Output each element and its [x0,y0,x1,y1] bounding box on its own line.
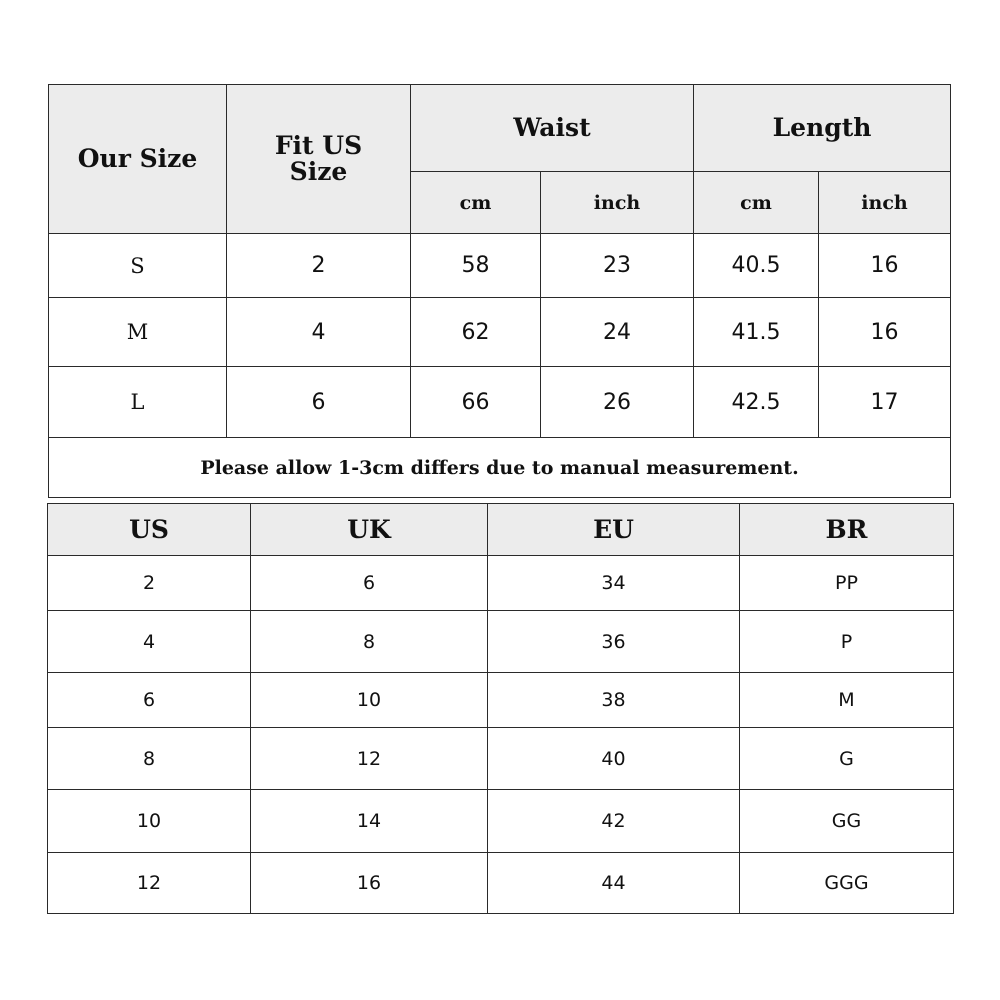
br-cell: G [740,728,954,790]
table-row [49,298,951,367]
conversion-table [47,503,954,914]
size-table [48,84,951,498]
waist-cm-cell: 62 [411,298,541,367]
table-row [48,790,954,853]
fit-us-size-cell: 6 [227,367,411,438]
waist-inch-cell: 23 [541,234,694,298]
uk-cell: 14 [251,790,488,853]
header-our-size: Our Size [49,85,227,234]
header-waist-inch: inch [541,172,694,234]
table-row [48,611,954,673]
br-cell: PP [740,556,954,611]
fit-us-size-cell: 4 [227,298,411,367]
eu-cell: 36 [488,611,740,673]
header-waist: Waist [411,85,694,172]
our-size-cell: L [49,367,227,438]
waist-cm-cell: 58 [411,234,541,298]
eu-cell: 40 [488,728,740,790]
table-row [48,853,954,914]
uk-cell: 16 [251,853,488,914]
header-length-inch: inch [819,172,951,234]
eu-cell: 38 [488,673,740,728]
us-cell: 12 [48,853,251,914]
table-row [49,367,951,438]
eu-cell: 34 [488,556,740,611]
length-inch-cell: 16 [819,234,951,298]
br-cell: GGG [740,853,954,914]
eu-cell: 42 [488,790,740,853]
header-waist-cm: cm [411,172,541,234]
us-cell: 4 [48,611,251,673]
waist-cm-cell: 66 [411,367,541,438]
br-cell: P [740,611,954,673]
header-eu: EU [488,504,740,556]
length-cm-cell: 40.5 [694,234,819,298]
length-cm-cell: 42.5 [694,367,819,438]
length-cm-cell: 41.5 [694,298,819,367]
uk-cell: 12 [251,728,488,790]
length-inch-cell: 17 [819,367,951,438]
table-row [48,728,954,790]
waist-inch-cell: 26 [541,367,694,438]
header-uk: UK [251,504,488,556]
table-row [48,556,954,611]
header-length-cm: cm [694,172,819,234]
our-size-cell: M [49,298,227,367]
header-us: US [48,504,251,556]
our-size-cell: S [49,234,227,298]
us-cell: 10 [48,790,251,853]
br-cell: GG [740,790,954,853]
header-br: BR [740,504,954,556]
us-cell: 2 [48,556,251,611]
uk-cell: 8 [251,611,488,673]
table-row [49,234,951,298]
header-fit-us-size: Fit US Size [227,85,411,234]
uk-cell: 6 [251,556,488,611]
us-cell: 6 [48,673,251,728]
table-row [48,673,954,728]
uk-cell: 10 [251,673,488,728]
header-length: Length [694,85,951,172]
us-cell: 8 [48,728,251,790]
br-cell: M [740,673,954,728]
eu-cell: 44 [488,853,740,914]
measurement-note: Please allow 1-3cm differs due to manual measurement. [49,438,951,498]
fit-us-size-cell: 2 [227,234,411,298]
length-inch-cell: 16 [819,298,951,367]
waist-inch-cell: 24 [541,298,694,367]
